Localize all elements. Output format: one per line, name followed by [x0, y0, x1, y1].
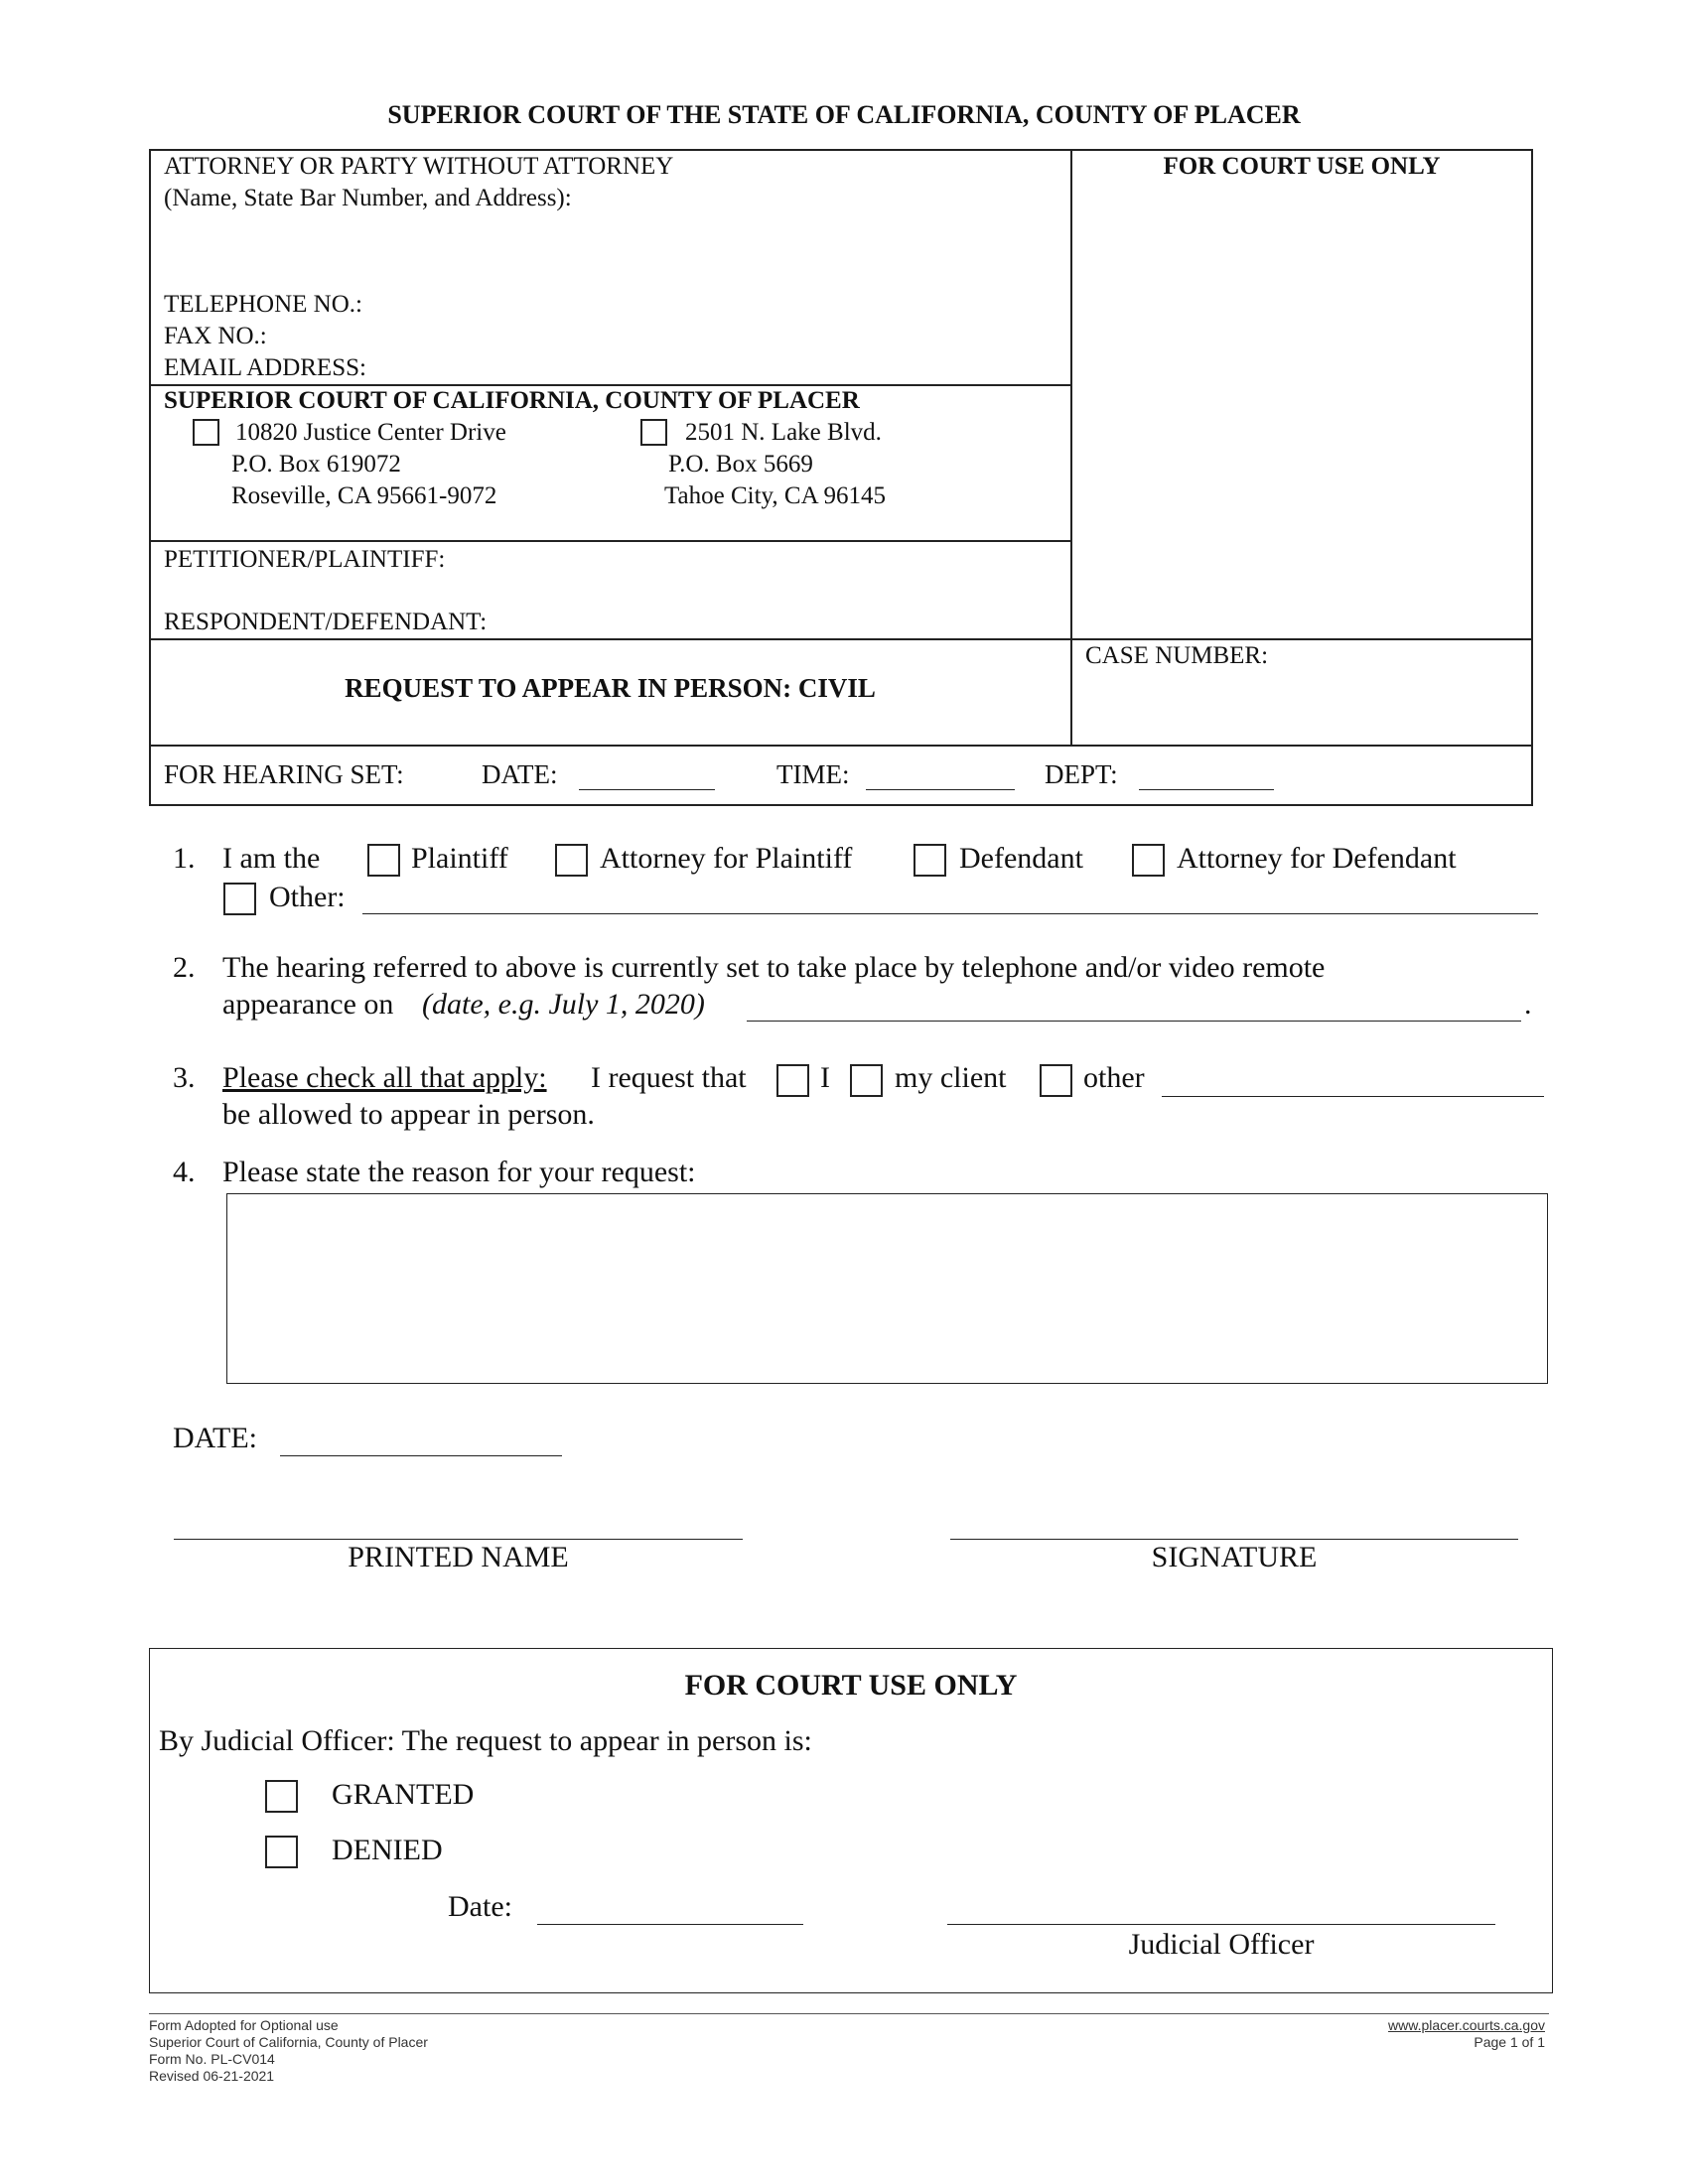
q2-period: .	[1524, 988, 1532, 1021]
printed-name-label: PRINTED NAME	[348, 1541, 569, 1573]
location1-city: Roseville, CA 95661-9072	[231, 482, 497, 509]
location1-street: 10820 Justice Center Drive	[235, 419, 506, 446]
footer-rule	[149, 2013, 1549, 2014]
reason-textarea[interactable]	[226, 1193, 1548, 1384]
attorney-label: ATTORNEY OR PARTY WITHOUT ATTORNEY	[164, 153, 674, 180]
q2-date-hint: (date, e.g. July 1, 2020)	[422, 988, 705, 1021]
attorney-defendant-checkbox[interactable]	[1132, 844, 1165, 877]
q1-lead: I am the	[222, 842, 321, 875]
hearing-time-label: TIME:	[776, 759, 850, 789]
hearing-label: FOR HEARING SET:	[164, 759, 404, 789]
hearing-date-field[interactable]	[579, 789, 715, 790]
judicial-officer-label: Judicial Officer	[1128, 1928, 1315, 1961]
court-date-field[interactable]	[537, 1924, 803, 1925]
hearing-dept-label: DEPT:	[1045, 759, 1118, 789]
q4-text: Please state the reason for your request:	[222, 1156, 696, 1188]
q3-instruction: Please check all that apply:	[222, 1061, 547, 1094]
defendant-label: Defendant	[959, 842, 1083, 875]
granted-label: GRANTED	[332, 1778, 475, 1811]
divider-court	[149, 540, 1071, 542]
location2-city: Tahoe City, CA 96145	[664, 482, 887, 509]
petitioner-label: PETITIONER/PLAINTIFF:	[164, 546, 446, 573]
q3-other-field[interactable]	[1162, 1096, 1544, 1097]
other-field[interactable]	[362, 913, 1538, 914]
court-use-label: FOR COURT USE ONLY	[1163, 153, 1441, 180]
signature-label: SIGNATURE	[1151, 1541, 1318, 1573]
divider-parties	[149, 638, 1533, 640]
granted-checkbox[interactable]	[265, 1780, 298, 1813]
client-checkbox[interactable]	[850, 1064, 883, 1097]
q3-other-checkbox[interactable]	[1040, 1064, 1072, 1097]
attorney-plaintiff-label: Attorney for Plaintiff	[600, 842, 853, 875]
q3-number: 3.	[173, 1061, 196, 1094]
divider-title	[149, 745, 1533, 747]
denied-label: DENIED	[332, 1834, 443, 1866]
judicial-officer-field[interactable]	[947, 1924, 1495, 1925]
location2-street: 2501 N. Lake Blvd.	[685, 419, 882, 446]
footer-left-1: Form Adopted for Optional use	[149, 2017, 339, 2033]
footer-url-link[interactable]: www.placer.courts.ca.gov	[1388, 2017, 1545, 2033]
plaintiff-checkbox[interactable]	[367, 844, 400, 877]
caption-column-divider	[1070, 149, 1072, 745]
footer-left-3: Form No. PL-CV014	[149, 2051, 275, 2067]
self-label: I	[820, 1061, 830, 1094]
footer-left-4: Revised 06-21-2021	[149, 2068, 275, 2084]
other-checkbox[interactable]	[223, 883, 256, 915]
fax-label: FAX NO.:	[164, 323, 267, 349]
court-header: SUPERIOR COURT OF THE STATE OF CALIFORNIA, COUNTY OF PLACER	[387, 100, 1301, 129]
attorney-sublabel: (Name, State Bar Number, and Address):	[164, 185, 572, 211]
case-number-label: CASE NUMBER:	[1085, 642, 1269, 669]
attorney-plaintiff-checkbox[interactable]	[555, 844, 588, 877]
court-date-label: Date:	[448, 1890, 512, 1923]
court-name: SUPERIOR COURT OF CALIFORNIA, COUNTY OF PLACER	[164, 387, 860, 414]
q2-date-field[interactable]	[747, 1021, 1521, 1022]
footer-page: Page 1 of 1	[1474, 2034, 1545, 2050]
hearing-dept-field[interactable]	[1139, 789, 1274, 790]
q1-number: 1.	[173, 842, 196, 875]
hearing-time-field[interactable]	[866, 789, 1015, 790]
sign-date-field[interactable]	[280, 1455, 562, 1456]
self-checkbox[interactable]	[776, 1064, 809, 1097]
denied-checkbox[interactable]	[265, 1836, 298, 1868]
hearing-date-label: DATE:	[482, 759, 558, 789]
q3-other-label: other	[1083, 1061, 1145, 1094]
q2-number: 2.	[173, 951, 196, 984]
location1-checkbox[interactable]	[193, 419, 219, 446]
q3-lead: I request that	[591, 1061, 747, 1094]
plaintiff-label: Plaintiff	[411, 842, 508, 875]
q2-line1: The hearing referred to above is currently set to take place by telephone and/or video remote	[222, 951, 1326, 984]
defendant-checkbox[interactable]	[914, 844, 946, 877]
q2-line2-lead: appearance on	[222, 988, 394, 1021]
q3-line2: be allowed to appear in person.	[222, 1098, 595, 1131]
email-label: EMAIL ADDRESS:	[164, 354, 366, 381]
footer-left-2: Superior Court of California, County of Placer	[149, 2034, 428, 2050]
q4-number: 4.	[173, 1156, 196, 1188]
location2-po: P.O. Box 5669	[668, 451, 813, 478]
court-use-intro: By Judicial Officer: The request to appear in person is:	[159, 1724, 812, 1757]
attorney-defendant-label: Attorney for Defendant	[1177, 842, 1457, 875]
respondent-label: RESPONDENT/DEFENDANT:	[164, 609, 488, 635]
form-title: REQUEST TO APPEAR IN PERSON: CIVIL	[345, 673, 876, 703]
telephone-label: TELEPHONE NO.:	[164, 291, 362, 318]
location2-checkbox[interactable]	[640, 419, 667, 446]
client-label: my client	[895, 1061, 1007, 1094]
court-use-title: FOR COURT USE ONLY	[684, 1669, 1018, 1702]
other-label: Other:	[269, 881, 346, 913]
sign-date-label: DATE:	[173, 1422, 257, 1454]
location1-po: P.O. Box 619072	[231, 451, 401, 478]
